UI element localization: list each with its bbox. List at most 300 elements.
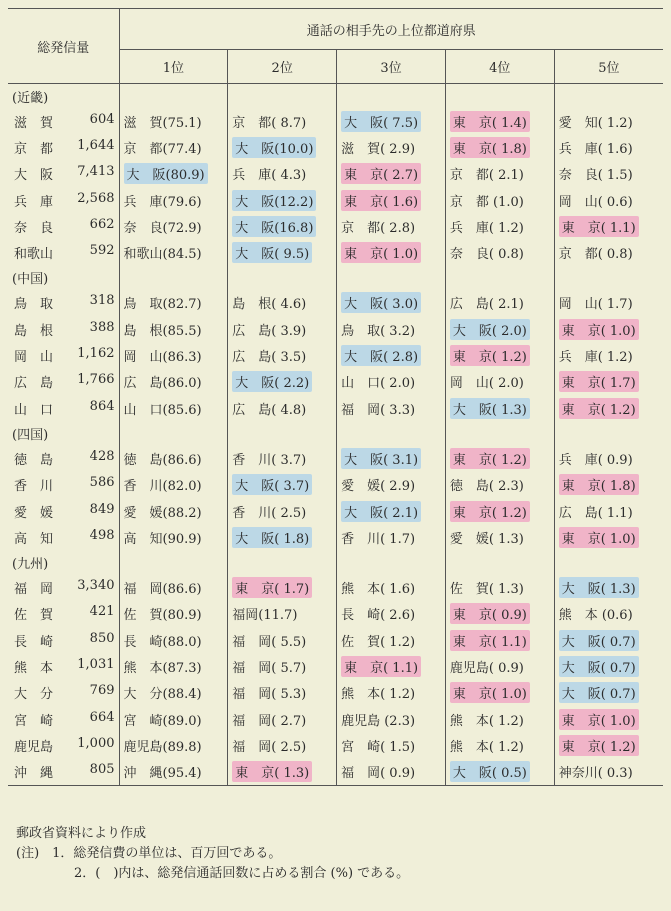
destination-rank-4-cell [445,472,554,498]
origin-cell [8,342,119,368]
destination-value: 大 阪( 2.2) [232,371,312,392]
destination-rank-4-cell [445,213,554,239]
destination-value: 福 岡( 2.5) [232,739,307,755]
destination-value: 山 口(85.6) [123,402,202,418]
destination-rank-2-cell [228,627,337,653]
table-row [8,134,663,160]
destination-rank-4-cell [445,108,554,134]
destination-value: 神奈川( 0.3) [558,766,633,782]
destination-rank-1-cell [119,627,228,653]
destination-value: 東 京( 1.1) [341,656,421,677]
destination-rank-3-cell [337,524,446,550]
destination-rank-1-cell [119,706,228,732]
destination-value: 岡 山( 0.6) [558,194,633,210]
destination-rank-3-cell [337,680,446,706]
destination-rank-5-cell [554,653,663,679]
destination-rank-3-cell [337,653,446,679]
total-calls-value: 7,413 [77,164,115,180]
origin-cell [8,369,119,395]
destination-value: 東 京( 1.2) [559,398,639,419]
destination-rank-5-cell [554,732,663,758]
destination-rank-3-cell [337,627,446,653]
region-spacer-cell [445,266,554,290]
destination-value: 東 京( 1.7) [559,371,639,392]
destination-value: 香 川( 1.7) [341,531,416,547]
region-spacer-cell [119,84,228,109]
destination-value: 京 都(77.4) [123,141,202,157]
destination-rank-5-cell [554,213,663,239]
destination-value: 東 京( 1.8) [450,137,530,158]
table-row [8,290,663,316]
region-spacer-cell [445,421,554,445]
destination-value: 京 都( 8.7) [232,115,307,131]
destination-rank-5-cell [554,290,663,316]
destination-rank-3-cell [337,187,446,213]
table-row [8,316,663,342]
destination-value: 東 京( 1.2) [450,448,530,469]
destination-rank-5-cell [554,161,663,187]
origin-prefecture: 徳 島 [14,452,54,468]
destination-value: 高 知(90.9) [123,531,202,547]
destination-value: 大 阪( 2.0) [450,319,530,340]
destination-value: 徳 島(86.6) [123,452,202,468]
destination-value: 鹿児島 (2.3) [341,713,416,729]
origin-cell [8,627,119,653]
destination-rank-2-cell [228,316,337,342]
destination-value: 熊 本( 1.2) [449,713,524,729]
origin-cell [8,706,119,732]
destination-rank-5-cell [554,601,663,627]
origin-prefecture: 大 分 [14,687,54,703]
destination-rank-5-cell [554,574,663,600]
destination-rank-2-cell [228,574,337,600]
destination-rank-3-cell [337,369,446,395]
destination-value: 京 都( 2.8) [341,220,416,236]
table-row [8,187,663,213]
destination-value: 鳥 取(82.7) [123,297,202,313]
destination-rank-4-cell [445,342,554,368]
origin-prefecture: 佐 賀 [14,608,54,624]
destination-rank-3-cell [337,472,446,498]
destination-rank-2-cell [228,395,337,421]
table-row [8,239,663,265]
destination-value: 東 京( 1.1) [559,216,639,237]
destination-value: 滋 賀( 2.9) [341,141,416,157]
total-calls-value: 592 [89,243,115,259]
region-spacer-cell [228,421,337,445]
destination-rank-5-cell [554,759,663,786]
destination-value: 大 阪( 3.1) [341,448,421,469]
destination-rank-4-cell [445,187,554,213]
destination-rank-2-cell [228,759,337,786]
destination-value: 奈 良(72.9) [123,220,202,236]
destination-value: 佐 賀( 1.3) [449,582,524,598]
origin-prefecture: 広 島 [14,376,54,392]
table-row [8,342,663,368]
header-rank-4: 4位 [445,50,554,84]
destination-rank-2-cell [228,108,337,134]
destination-value: 東 京( 1.0) [559,709,639,730]
destination-value: 岡 山( 2.0) [449,376,524,392]
destination-rank-2-cell [228,601,337,627]
origin-prefecture: 福 岡 [14,582,54,598]
destination-rank-2-cell [228,524,337,550]
destination-value: 東 京( 1.3) [232,761,312,782]
total-calls-value: 388 [89,319,115,335]
region-spacer-cell [445,84,554,109]
origin-prefecture: 山 口 [14,402,54,418]
destination-value: 大 阪( 1.3) [559,577,639,598]
destination-rank-1-cell [119,472,228,498]
destination-rank-3-cell [337,342,446,368]
destination-rank-2-cell [228,732,337,758]
destination-value: 鹿児島( 0.9) [449,660,524,676]
destination-value: 福 岡( 5.5) [232,634,307,650]
table-row [8,627,663,653]
destination-rank-2-cell [228,498,337,524]
destination-value: 大 阪( 9.5) [232,242,312,263]
destination-rank-2-cell [228,706,337,732]
region-spacer-cell [228,84,337,109]
destination-value: 山 口( 2.0) [341,376,416,392]
destination-rank-1-cell [119,369,228,395]
origin-prefecture: 京 都 [14,141,54,157]
destination-value: 福岡(11.7) [232,608,298,624]
total-calls-value: 318 [89,293,115,309]
destination-value: 大 阪(10.0) [232,137,316,158]
destination-rank-1-cell [119,290,228,316]
destination-value: 福 岡( 5.7) [232,660,307,676]
destination-value: 広 島(86.0) [123,376,202,392]
destination-rank-1-cell [119,759,228,786]
destination-value: 香 川( 2.5) [232,505,307,521]
origin-cell [8,732,119,758]
destination-value: 大 阪( 3.7) [232,474,312,495]
region-spacer-cell [228,550,337,574]
destination-value: 鹿児島(89.8) [123,739,202,755]
region-label: (近畿) [8,84,119,109]
destination-rank-1-cell [119,342,228,368]
destination-rank-1-cell [119,445,228,471]
destination-value: 大 阪( 0.7) [559,630,639,651]
destination-value: 東 京( 1.2) [559,735,639,756]
destination-rank-3-cell [337,316,446,342]
total-calls-value: 1,162 [77,346,115,362]
total-calls-value: 850 [89,630,115,646]
table-row [8,472,663,498]
destination-rank-5-cell [554,108,663,134]
origin-prefecture: 香 川 [14,479,54,495]
origin-cell [8,290,119,316]
total-calls-value: 662 [89,216,115,232]
region-row [8,84,663,109]
destination-rank-4-cell [445,445,554,471]
region-spacer-cell [445,550,554,574]
region-row [8,266,663,290]
destination-value: 京 都( 2.1) [449,168,524,184]
origin-cell [8,759,119,786]
destination-value: 大 阪( 2.1) [341,501,421,522]
destination-rank-4-cell [445,706,554,732]
table-row [8,601,663,627]
region-label: (九州) [8,550,119,574]
destination-value: 愛 媛( 2.9) [341,479,416,495]
total-calls-value: 1,000 [77,735,115,751]
table-row [8,395,663,421]
destination-value: 熊 本 (0.6) [558,608,633,624]
table-row [8,759,663,786]
header-rank-3: 3位 [337,50,446,84]
origin-prefecture: 大 阪 [14,168,54,184]
destination-value: 島 根(85.5) [123,323,202,339]
origin-cell [8,445,119,471]
destination-rank-3-cell [337,108,446,134]
table-row [8,213,663,239]
origin-cell [8,601,119,627]
header-top-destinations: 通話の相手先の上位都道府県 [119,9,663,50]
destination-rank-3-cell [337,161,446,187]
region-spacer-cell [228,266,337,290]
destination-rank-1-cell [119,134,228,160]
destination-rank-5-cell [554,395,663,421]
destination-value: 大 阪( 2.8) [341,345,421,366]
destination-value: 奈 良( 1.5) [558,168,633,184]
destination-value: 大 阪( 1.3) [450,398,530,419]
destination-rank-2-cell [228,369,337,395]
origin-cell [8,134,119,160]
table-header [8,9,663,84]
destination-rank-2-cell [228,187,337,213]
total-calls-value: 1,031 [77,656,115,672]
destination-value: 岡 山(86.3) [123,350,202,366]
origin-prefecture: 滋 賀 [14,115,54,131]
destination-value: 東 京( 1.0) [559,527,639,548]
table-row [8,732,663,758]
destination-rank-4-cell [445,134,554,160]
destination-rank-1-cell [119,524,228,550]
destination-rank-2-cell [228,290,337,316]
total-calls-value: 805 [89,762,115,778]
destination-rank-2-cell [228,342,337,368]
destination-value: 京 都( 0.8) [558,247,633,263]
destination-value: 岡 山( 1.7) [558,297,633,313]
destination-rank-4-cell [445,524,554,550]
table-row [8,369,663,395]
table-row [8,524,663,550]
destination-rank-5-cell [554,369,663,395]
destination-value: 広 島( 4.8) [232,402,307,418]
table-row [8,445,663,471]
destination-rank-3-cell [337,574,446,600]
destination-value: 愛 媛(88.2) [123,505,202,521]
total-calls-value: 604 [89,111,115,127]
destination-value: 愛 知( 1.2) [558,115,633,131]
table-row [8,680,663,706]
origin-prefecture: 島 根 [14,323,54,339]
destination-value: 愛 媛( 1.3) [449,531,524,547]
destination-value: 兵 庫( 0.9) [558,452,633,468]
destination-rank-5-cell [554,187,663,213]
region-spacer-cell [554,421,663,445]
total-calls-value: 769 [89,683,115,699]
destination-rank-4-cell [445,653,554,679]
destination-rank-1-cell [119,395,228,421]
destination-rank-1-cell [119,601,228,627]
destination-value: 大 阪(12.2) [232,190,316,211]
destination-value: 大 阪( 0.5) [450,761,530,782]
table-row [8,706,663,732]
origin-cell [8,680,119,706]
origin-prefecture: 愛 媛 [14,505,54,521]
destination-rank-5-cell [554,134,663,160]
destination-rank-5-cell [554,316,663,342]
destination-value: 鳥 取( 3.2) [341,323,416,339]
destination-rank-2-cell [228,161,337,187]
table-body [8,84,663,786]
destination-value: 佐 賀( 1.2) [341,634,416,650]
destination-value: 兵 庫( 1.2) [449,220,524,236]
origin-prefecture: 宮 崎 [14,713,54,729]
total-calls-value: 421 [89,604,115,620]
region-spacer-cell [554,266,663,290]
destination-rank-5-cell [554,445,663,471]
destination-rank-3-cell [337,290,446,316]
destination-value: 福 岡( 2.7) [232,713,307,729]
destination-rank-3-cell [337,395,446,421]
region-spacer-cell [119,421,228,445]
destination-value: 熊 本(87.3) [123,660,202,676]
destination-value: 和歌山(84.5) [123,247,202,263]
origin-cell [8,498,119,524]
header-rank-2: 2位 [228,50,337,84]
destination-value: 宮 崎(89.0) [123,713,202,729]
destination-value: 広 島( 3.9) [232,323,307,339]
destination-rank-4-cell [445,290,554,316]
destination-rank-4-cell [445,395,554,421]
header-total-calls: 総発信量 [8,9,119,84]
destination-rank-5-cell [554,706,663,732]
region-spacer-cell [337,550,446,574]
destination-value: 沖 縄(95.4) [123,766,202,782]
destination-value: 長 崎(88.0) [123,634,202,650]
destination-rank-1-cell [119,574,228,600]
destination-rank-2-cell [228,445,337,471]
table-row [8,108,663,134]
destination-rank-1-cell [119,316,228,342]
destination-value: 島 根( 4.6) [232,297,307,313]
origin-prefecture: 高 知 [14,531,54,547]
destination-value: 福 岡( 5.3) [232,687,307,703]
destination-value: 東 京( 0.9) [450,603,530,624]
origin-cell [8,574,119,600]
origin-prefecture: 奈 良 [14,220,54,236]
destination-rank-4-cell [445,732,554,758]
destination-rank-3-cell [337,498,446,524]
destination-rank-1-cell [119,653,228,679]
table-row [8,161,663,187]
destination-rank-4-cell [445,759,554,786]
origin-cell [8,108,119,134]
destination-value: 大 阪( 0.7) [559,682,639,703]
destination-rank-4-cell [445,161,554,187]
origin-cell [8,316,119,342]
region-spacer-cell [119,550,228,574]
destination-value: 広 島( 2.1) [449,297,524,313]
destination-rank-5-cell [554,342,663,368]
table-notes [16,824,409,884]
region-label: (四国) [8,421,119,445]
origin-prefecture: 熊 本 [14,660,54,676]
region-spacer-cell [337,84,446,109]
destination-rank-5-cell [554,498,663,524]
origin-cell [8,239,119,265]
destination-value: 宮 崎( 1.5) [341,739,416,755]
destination-value: 京 都 (1.0) [449,194,524,210]
destination-rank-1-cell [119,239,228,265]
destination-rank-3-cell [337,445,446,471]
table-row [8,653,663,679]
destination-rank-5-cell [554,627,663,653]
table-row [8,574,663,600]
destination-rank-2-cell [228,213,337,239]
origin-cell [8,653,119,679]
table-row [8,498,663,524]
destination-rank-3-cell [337,706,446,732]
origin-prefecture: 長 崎 [14,634,54,650]
origin-prefecture: 和歌山 [14,247,54,263]
destination-rank-4-cell [445,369,554,395]
destination-rank-5-cell [554,524,663,550]
destination-value: 熊 本( 1.2) [449,739,524,755]
origin-prefecture: 鹿児島 [14,739,54,755]
destination-rank-4-cell [445,574,554,600]
destination-rank-3-cell [337,134,446,160]
destination-value: 東 京( 1.2) [450,345,530,366]
destination-value: 東 京( 1.1) [450,630,530,651]
origin-cell [8,187,119,213]
destination-rank-3-cell [337,601,446,627]
destination-value: 佐 賀(80.9) [123,608,202,624]
total-calls-value: 586 [89,475,115,491]
destination-value: 東 京( 1.2) [450,501,530,522]
total-calls-value: 1,644 [77,137,115,153]
destination-value: 大 阪( 1.8) [232,527,312,548]
destination-rank-1-cell [119,161,228,187]
destination-value: 大 阪( 3.0) [341,292,421,313]
destination-rank-3-cell [337,759,446,786]
destination-value: 東 京( 1.8) [559,474,639,495]
origin-cell [8,395,119,421]
header-rank-1: 1位 [119,50,228,84]
destination-value: 東 京( 1.4) [450,111,530,132]
destination-value: 東 京( 1.0) [450,682,530,703]
destination-value: 大 阪( 7.5) [341,111,421,132]
total-calls-value: 864 [89,398,115,414]
note-2: 2．( )内は、総発信通話回数に占める割合 (%) である。 [74,866,410,881]
destination-value: 東 京( 1.0) [341,242,421,263]
destination-rank-5-cell [554,472,663,498]
origin-prefecture: 沖 縄 [14,766,54,782]
origin-prefecture: 鳥 取 [14,297,54,313]
region-spacer-cell [554,550,663,574]
region-row [8,421,663,445]
destination-rank-4-cell [445,498,554,524]
region-spacer-cell [337,266,446,290]
destination-value: 熊 本( 1.2) [341,687,416,703]
destination-value: 徳 島( 2.3) [449,479,524,495]
destination-value: 大 阪(16.8) [232,216,316,237]
destination-rank-1-cell [119,108,228,134]
